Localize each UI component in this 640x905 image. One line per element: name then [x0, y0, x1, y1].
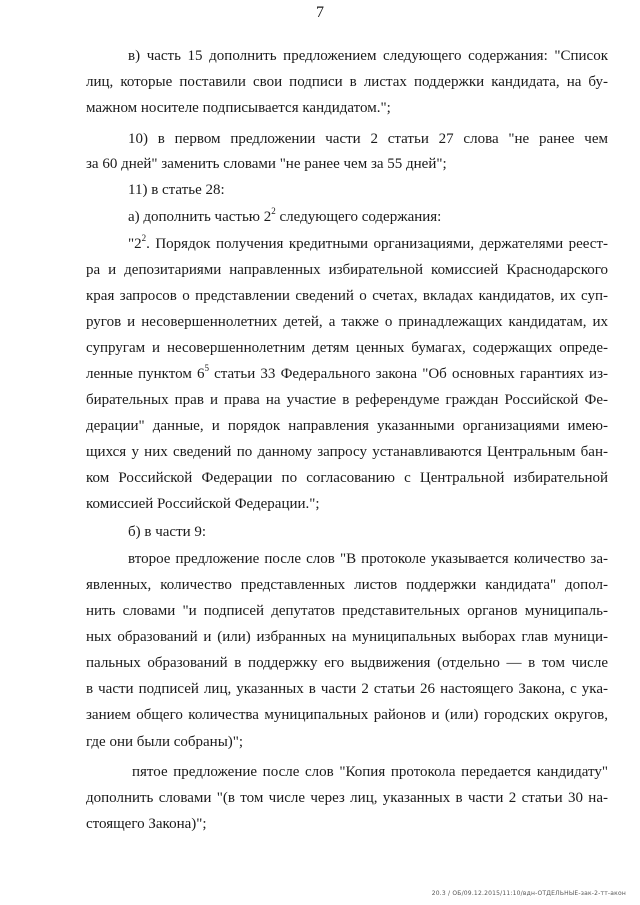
text-fragment: ленные пунктом 6 — [86, 366, 205, 382]
text-line: лиц, которые поставили свои подписи в листах поддержки кандидата, на бу- — [86, 74, 608, 90]
text-line: второе предложение после слов "В протоколе указывается количество за- — [128, 551, 608, 567]
text-line: бирательных прав и права на участие в референдуме граждан Российской Фе- — [86, 392, 608, 408]
text-line: ных образований и (или) избранных на муниципальных выборах глав муници- — [86, 629, 608, 645]
text-line: нить словами "и подписей депутатов представительных органов муниципаль- — [86, 603, 608, 619]
text-line: дерации" данные, и порядок направления указанными организациями имею- — [86, 418, 608, 434]
text-line: где они были собраны)"; — [86, 734, 244, 750]
text-line: за 60 дней" заменить словами "не ранее чем за 55 дней"; — [86, 156, 447, 172]
text-line: мажном носителе подписывается кандидатом."; — [86, 100, 391, 116]
text-line: 11) в статье 28: — [128, 182, 225, 198]
text-line: дополнить словами "(в том числе через лиц, указанных в части 2 статьи 30 на- — [86, 790, 608, 806]
text-line: занием общего количества муниципальных районов и (или) городских округов, — [86, 707, 608, 723]
text-line — [86, 365, 608, 383]
text-line: пальных образований в поддержку его выдвижения (отдельно — в том числе — [86, 655, 608, 671]
text-line: края запросов о представлении сведений о счетах, вкладах кандидатов, их суп- — [86, 288, 608, 304]
text-line: в) часть 15 дополнить предложением следующего содержания: "Список — [128, 48, 608, 64]
text-line: стоящего Закона)"; — [86, 816, 207, 832]
page-number: 7 — [316, 4, 324, 21]
text-line: б) в части 9: — [128, 524, 207, 540]
text-line: 10) в первом предложении части 2 статьи 27 слова "не ранее чем — [128, 131, 608, 147]
superscript: 2 — [271, 206, 276, 216]
superscript: 5 — [204, 363, 209, 373]
text-fragment: . Порядок получения кредитными организациями, держателями реест- — [146, 236, 608, 252]
text-line: супругам и несовершеннолетним детям ценных бумагах, содержащих опреде- — [86, 340, 608, 356]
text-line: ругов и несовершеннолетних детей, а также о принадлежащих кандидатам, их — [86, 314, 608, 330]
footer-stamp: 20.3 / ОБ/09.12.2015/11:10/вдн-ОТДЕЛЬНЫЕ-зак-2-тт-акон — [431, 890, 626, 897]
text-fragment: статьи 33 Федерального закона "Об основных гарантиях из- — [208, 366, 608, 382]
text-line: комиссией Российской Федерации."; — [86, 496, 320, 512]
text-fragment: а) дополнить частью 2 — [128, 209, 272, 225]
text-fragment: следующего содержания: — [275, 209, 442, 225]
text-fragment: "2 — [128, 236, 142, 252]
text-line: щихся у них сведений по данному запросу устанавливаются Центральным бан- — [86, 444, 608, 460]
text-line: в части подписей лиц, указанных в части 2 статьи 26 настоящего Закона, с ука- — [86, 681, 608, 697]
text-line: ра и депозитариями направленных избирательной комиссией Краснодарского — [86, 262, 608, 278]
text-line: пятое предложение после слов "Копия протокола передается кандидату" — [132, 764, 608, 780]
text-line — [128, 235, 608, 253]
superscript: 2 — [141, 233, 147, 243]
text-line: ком Российской Федерации по согласованию с Центральной избирательной — [86, 470, 608, 486]
text-line — [128, 208, 441, 226]
text-line: явленных, количество представленных листов поддержки кандидата" допол- — [86, 577, 608, 593]
